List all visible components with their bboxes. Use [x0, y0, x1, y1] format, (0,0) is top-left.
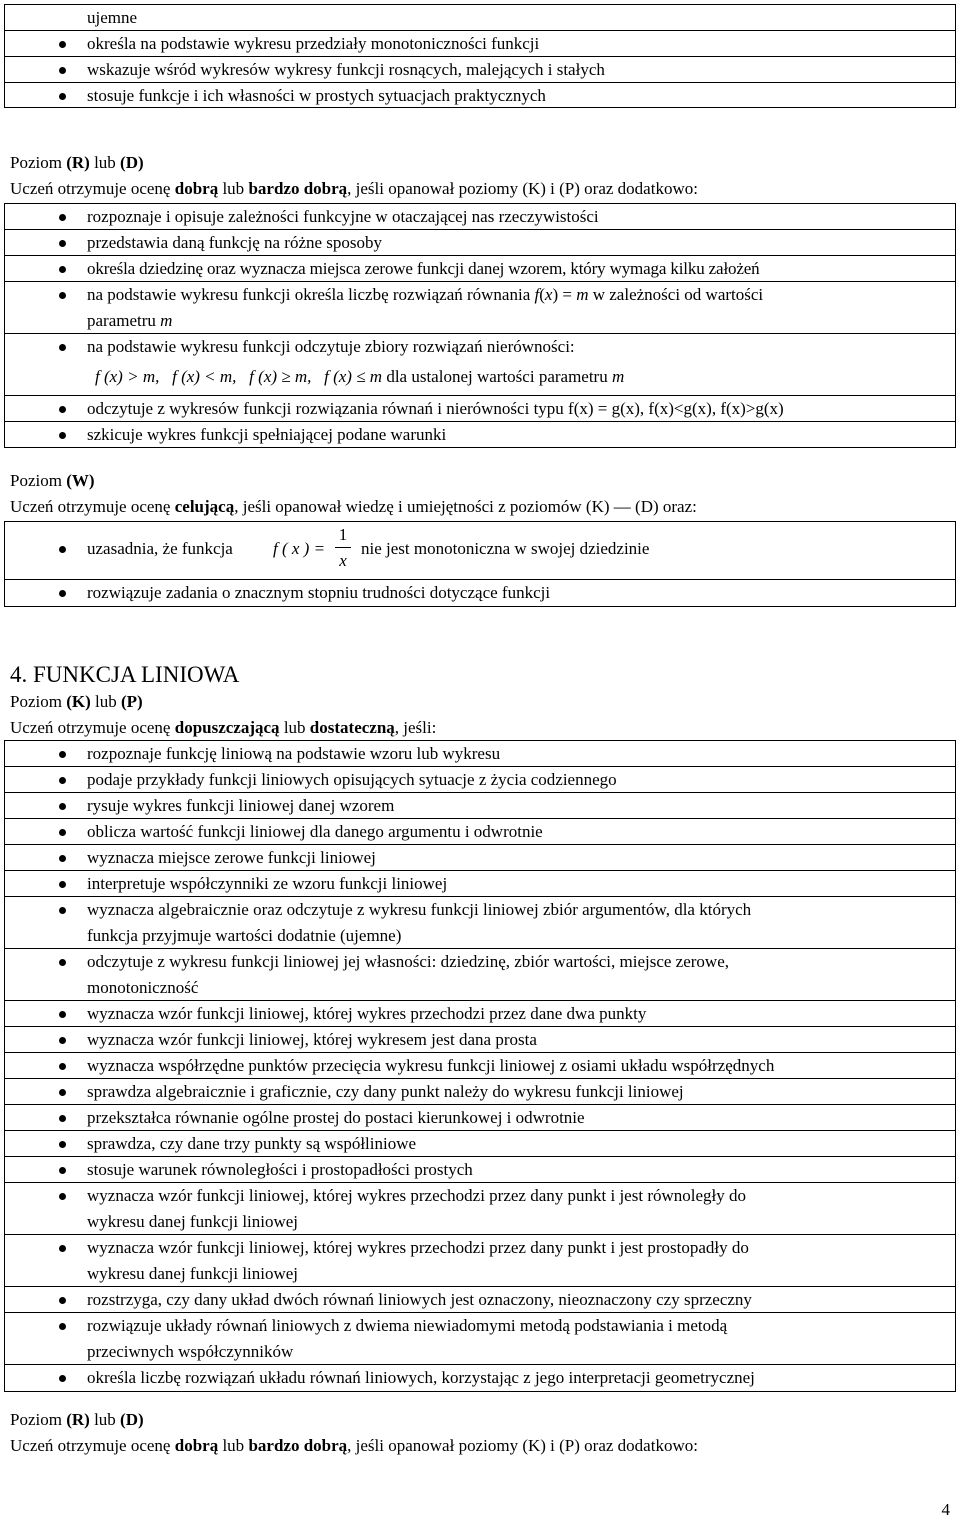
table-row [5, 1053, 955, 1079]
table-row [5, 57, 955, 83]
math-x: x [544, 285, 553, 304]
table-row [5, 522, 955, 580]
intro-bold: dobrą [174, 1436, 219, 1455]
row-text: określa liczbę rozwiązań układu równań liniowych, korzystając z jego interpretacji geometrycznej [87, 1368, 755, 1387]
fraction-denominator: x [339, 551, 347, 570]
table-row [5, 767, 955, 793]
bullet-icon [59, 93, 66, 100]
math-m: m [576, 285, 589, 304]
bullet-icon [59, 292, 66, 299]
math-m: m [160, 311, 173, 330]
bullet-icon [59, 1297, 66, 1304]
heading-k: (K) [66, 692, 91, 711]
row-text: sprawdza algebraicznie i graficznie, czy dany punkt należy do wykresu funkcji liniowej [87, 1082, 684, 1101]
intro-bold: celującą [174, 497, 235, 516]
page-number: 4 [941, 1500, 950, 1519]
table-row [5, 282, 955, 334]
table-row [5, 1313, 955, 1365]
table-row [5, 1079, 955, 1105]
row-text: wskazuje wśród wykresów wykresy funkcji rosnących, malejących i stałych [87, 60, 605, 79]
row-text: szkicuje wykres funkcji spełniającej podane warunki [87, 425, 447, 444]
row-text: określa dziedzinę oraz wyznacza miejsca zerowe funkcji danej wzorem, który wymaga kilku założeń [87, 259, 760, 278]
table-row [5, 31, 955, 57]
row-text: wyznacza wzór funkcji liniowej, której wykres przechodzi przez dany punkt i jest prostopadły do [87, 1238, 749, 1257]
bullet-icon [59, 959, 66, 966]
math-f: f [534, 285, 540, 304]
table-row [5, 204, 955, 230]
table-row [5, 1105, 955, 1131]
text-part: parametru [87, 311, 161, 330]
level-intro [10, 1433, 698, 1459]
function-formula [273, 536, 325, 562]
linear-function-table [4, 740, 956, 1392]
text-part: ) = [552, 285, 577, 304]
bullet-icon [59, 1375, 66, 1382]
bullet-icon [59, 803, 66, 810]
table-row [5, 1027, 955, 1053]
level-intro [10, 176, 698, 202]
table-row [5, 1001, 955, 1027]
rd-table [4, 203, 956, 448]
table-row [5, 5, 955, 31]
level-heading [10, 150, 144, 176]
table-row [5, 897, 955, 949]
heading-w: (W) [66, 471, 95, 490]
bullet-icon [59, 590, 66, 597]
bullet-icon [59, 1011, 66, 1018]
row-text [87, 308, 172, 334]
text-part: na podstawie wykresu funkcji określa liczbę rozwiązań równania [87, 285, 535, 304]
intro-text: , jeśli: [394, 718, 437, 737]
heading-text: Poziom [10, 153, 67, 172]
row-text: wyznacza współrzędne punktów przecięcia wykresu funkcji liniowej z osiami układu współrzędnych [87, 1056, 775, 1075]
row-text: rysuje wykres funkcji liniowej danej wzorem [87, 796, 395, 815]
bullet-icon [59, 855, 66, 862]
top-table [4, 4, 956, 108]
intro-text: lub [279, 718, 310, 737]
table-row [5, 1235, 955, 1287]
row-text: przeciwnych współczynników [87, 1342, 294, 1361]
bullet-icon [59, 432, 66, 439]
heading-text: lub [90, 692, 121, 711]
table-row [5, 256, 955, 282]
bullet-icon [59, 751, 66, 758]
row-text: wyznacza wzór funkcji liniowej, której wykresem jest dana prosta [87, 1030, 537, 1049]
row-text: wyznacza wzór funkcji liniowej, której wykres przechodzi przez dane dwa punkty [87, 1004, 647, 1023]
table-row [5, 741, 955, 767]
bullet-icon [59, 266, 66, 273]
level-heading [10, 1407, 144, 1433]
intro-text: lub [218, 1436, 249, 1455]
table-row [5, 580, 955, 606]
heading-text: Poziom [10, 692, 67, 711]
heading-d: (D) [120, 1410, 144, 1429]
bullet-icon [59, 829, 66, 836]
bullet-icon [59, 777, 66, 784]
table-row [5, 422, 955, 448]
bullet-icon [59, 1323, 66, 1330]
text-part: ( [539, 285, 545, 304]
bullet-icon [59, 214, 66, 221]
intro-bold: bardzo dobrą [248, 1436, 348, 1455]
intro-text: Uczeń otrzymuje ocenę [10, 497, 175, 516]
formula-lhs: f ( x ) = [273, 539, 326, 558]
row-text: wyznacza miejsce zerowe funkcji liniowej [87, 848, 376, 867]
level-heading [10, 468, 95, 494]
bullet-icon [59, 67, 66, 74]
row-text: wykresu danej funkcji liniowej [87, 1264, 299, 1283]
row-text: uzasadnia, że funkcja [87, 539, 233, 558]
table-row [5, 793, 955, 819]
bullet-icon [59, 546, 66, 553]
intro-bold: dostateczną [309, 718, 395, 737]
row-text: wyznacza wzór funkcji liniowej, której wykres przechodzi przez dany punkt i jest równoległy do [87, 1186, 746, 1205]
text-part: dla ustalonej wartości parametru [382, 367, 612, 386]
table-row [5, 845, 955, 871]
math-m: m [611, 367, 625, 386]
fraction-numerator: 1 [338, 525, 348, 544]
table-row [5, 871, 955, 897]
table-row [5, 1287, 955, 1313]
bullet-icon [59, 1193, 66, 1200]
row-text [95, 364, 624, 390]
bullet-icon [59, 1089, 66, 1096]
fraction [335, 522, 351, 574]
row-text: rozstrzyga, czy dany układ dwóch równań liniowych jest oznaczony, nieoznaczony czy sprzeczny [87, 1290, 752, 1309]
table-row [5, 1183, 955, 1235]
heading-text: Poziom [10, 1410, 67, 1429]
table-row [5, 83, 955, 109]
intro-text: Uczeń otrzymuje ocenę [10, 179, 175, 198]
table-row [5, 1131, 955, 1157]
intro-text: , jeśli opanował poziomy (K) i (P) oraz dodatkowo: [347, 1436, 698, 1455]
intro-bold: dobrą [174, 179, 219, 198]
bullet-icon [59, 1141, 66, 1148]
heading-p: (P) [120, 692, 143, 711]
bullet-icon [59, 344, 66, 351]
intro-text: , jeśli opanował wiedzę i umiejętności z poziomów (K) — (D) oraz: [234, 497, 697, 516]
bullet-icon [59, 1037, 66, 1044]
row-text: rozpoznaje i opisuje zależności funkcyjne w otaczającej nas rzeczywistości [87, 207, 599, 226]
heading-text: lub [89, 153, 121, 172]
bullet-icon [59, 1063, 66, 1070]
row-text: interpretuje współczynniki ze wzoru funkcji liniowej [87, 874, 448, 893]
heading-text: Poziom [10, 471, 67, 490]
row-text: przedstawia daną funkcję na różne sposoby [87, 233, 383, 252]
bullet-icon [59, 881, 66, 888]
table-row [5, 949, 955, 1001]
bullet-icon [59, 1245, 66, 1252]
bullet-icon [59, 907, 66, 914]
row-text [87, 282, 763, 308]
intro-bold: bardzo dobrą [248, 179, 348, 198]
table-row [5, 230, 955, 256]
bullet-icon [59, 1115, 66, 1122]
intro-text: Uczeń otrzymuje ocenę [10, 718, 175, 737]
row-text: sprawdza, czy dane trzy punkty są współliniowe [87, 1134, 417, 1153]
intro-text: lub [218, 179, 249, 198]
row-text: nie jest monotoniczna w swojej dziedzinie [361, 539, 650, 558]
level-intro [10, 715, 436, 741]
heading-d: (D) [120, 153, 144, 172]
inequality-math: f (x) > m, f (x) < m, f (x) ≥ m, f (x) ≤ m [95, 367, 383, 386]
row-text: ujemne [87, 8, 138, 27]
w-table [4, 521, 956, 607]
row-text: odczytuje z wykresów funkcji rozwiązania równań i nierówności typu f(x) = g(x), f(x)<g(x), f(x)>g(x) [87, 399, 784, 418]
row-text: wykresu danej funkcji liniowej [87, 1212, 299, 1231]
section-title: 4. FUNKCJA LINIOWA [10, 662, 240, 687]
row-text: na podstawie wykresu funkcji odczytuje zbiory rozwiązań nierówności: [87, 337, 575, 356]
intro-text: , jeśli opanował poziomy (K) i (P) oraz dodatkowo: [347, 179, 698, 198]
heading-r: (R) [66, 153, 90, 172]
row-text: rozwiązuje zadania o znacznym stopniu trudności dotyczące funkcji [87, 583, 551, 602]
level-intro [10, 494, 697, 520]
bullet-icon [59, 41, 66, 48]
heading-r: (R) [66, 1410, 90, 1429]
table-row [5, 1365, 955, 1391]
intro-bold: dopuszczającą [174, 718, 280, 737]
row-text: rozwiązuje układy równań liniowych z dwiema niewiadomymi metodą podstawiania i metodą [87, 1316, 728, 1335]
bullet-icon [59, 406, 66, 413]
row-text: rozpoznaje funkcję liniową na podstawie wzoru lub wykresu [87, 744, 501, 763]
text-part: w zależności od wartości [588, 285, 764, 304]
level-heading [10, 689, 143, 715]
table-row [5, 1157, 955, 1183]
row-text: funkcja przyjmuje wartości dodatnie (ujemne) [87, 926, 402, 945]
intro-text: Uczeń otrzymuje ocenę [10, 1436, 175, 1455]
row-text: określa na podstawie wykresu przedziały monotoniczności funkcji [87, 34, 540, 53]
bullet-icon [59, 1167, 66, 1174]
row-text: stosuje funkcje i ich własności w prostych sytuacjach praktycznych [87, 86, 546, 105]
row-text: stosuje warunek równoległości i prostopadłości prostych [87, 1160, 473, 1179]
row-text: oblicza wartość funkcji liniowej dla danego argumentu i odwrotnie [87, 822, 543, 841]
heading-text: lub [89, 1410, 121, 1429]
table-row [5, 819, 955, 845]
table-row [5, 334, 955, 396]
row-text: wyznacza algebraicznie oraz odczytuje z wykresu funkcji liniowej zbiór argumentów, dla których [87, 900, 752, 919]
bullet-icon [59, 240, 66, 247]
table-row [5, 396, 955, 422]
row-text: odczytuje z wykresu funkcji liniowej jej własności: dziedzinę, zbiór wartości, miejsce zerowe, [87, 952, 729, 971]
row-text: monotoniczność [87, 978, 199, 997]
row-text: podaje przykłady funkcji liniowych opisujących sytuacje z życia codziennego [87, 770, 617, 789]
row-text: przekształca równanie ogólne prostej do postaci kierunkowej i odwrotnie [87, 1108, 585, 1127]
